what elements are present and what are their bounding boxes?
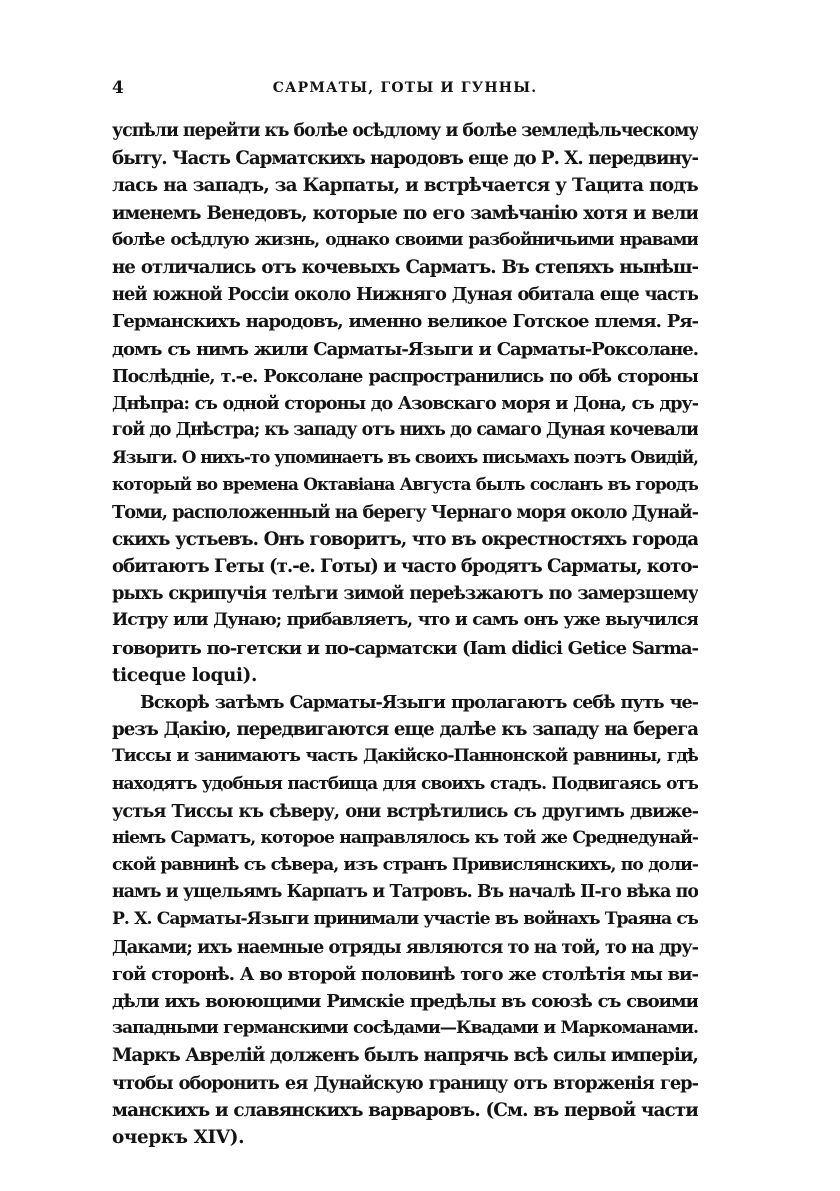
text-line: обитаютъ Геты (т.-е. Готы) и часто бродятъ Сарматы, кото- (112, 556, 698, 577)
text-line: Языги. О нихъ-то упоминаетъ въ своихъ письмахъ поэтъ Овидій, (112, 447, 698, 468)
text-line: резъ Дакію, передвигаются еще далѣе къ западу на берега (112, 719, 698, 741)
text-line: не отличались отъ кочевыхъ Сарматъ. Въ степяхъ нынѣш- (112, 256, 698, 278)
text-line: который во времена Октавіана Августа былъ сосланъ въ городъ (112, 474, 698, 495)
page-number: 4 (112, 78, 124, 98)
text-line: Днѣпра: съ одной стороны до Азовскаго моря и Дона, съ дру- (112, 392, 698, 414)
text-line: ской равнинѣ съ сѣвера, изъ странъ Привислянскихъ, по доли- (112, 855, 698, 876)
text-line: Истру или Дунаю; прибавляетъ, что и самъ онъ уже выучился (112, 610, 698, 631)
text-line: скихъ устьевъ. Онъ говоритъ, что въ окрестностяхъ города (112, 528, 698, 550)
text-line: очеркъ XIV). (112, 1126, 245, 1148)
text-line: успѣли перейти къ болѣе осѣдлому и болѣе земледѣльческому (112, 121, 698, 141)
text-line: дѣли ихъ воюющими Римскіе предѣлы въ союзѣ съ своими (112, 991, 698, 1012)
page-header (112, 78, 698, 102)
text-line: ніемъ Сарматъ, которое направлялось къ той же Среднедунай- (112, 827, 698, 848)
text-line: лась на западъ, за Карпаты, и встрѣчается у Тацита подъ (112, 175, 698, 197)
paragraph (112, 118, 698, 689)
text-line: находятъ удобныя пастбища для своихъ стадъ. Подвигаясь отъ (112, 773, 698, 794)
text-line: устья Тиссы къ сѣверу, они встрѣтились съ другимъ движе- (112, 800, 698, 822)
text-line: Р. X. Сарматы-Языги принимали участіе въ войнахъ Траяна съ (112, 909, 698, 930)
paragraph (112, 689, 698, 1151)
text-line: Тиссы и занимаютъ часть Дакійско-Паннонской равнины, гдѣ (112, 746, 698, 767)
text-line: рыхъ скрипучія телѣги зимой переѣзжаютъ по замерзшему (112, 583, 698, 605)
text-line: болѣе осѣдлую жизнь, однако своими разбойничьими нравами (112, 229, 698, 250)
text-line: Германскихъ народовъ, именно великое Готское племя. Ря- (112, 311, 698, 333)
text-line: гой до Днѣстра; къ западу отъ нихъ до самаго Дуная кочевали (112, 420, 698, 441)
text-line: говорить по-гетски и по-сарматски (Iam didici Getice Sarma- (112, 637, 698, 659)
text-line: западными германскими сосѣдами—Квадами и Маркоманами. (112, 1018, 698, 1039)
running-title: САРМАТЫ, ГОТЫ И ГУННЫ. (272, 80, 538, 96)
text-line: Даками; ихъ наемные отряды являются то на той, то на дру- (112, 936, 698, 958)
text-line: Томи, расположенный на берегу Чернаго моря около Дунай- (112, 501, 698, 523)
body-text (112, 118, 698, 1151)
text-line: именемъ Венедовъ, которые по его замѣчанію хотя и вели (112, 202, 698, 224)
text-line: намъ и ущельямъ Карпатъ и Татровъ. Въ началѣ II-го вѣка по (112, 882, 698, 903)
text-line: Маркъ Аврелій долженъ былъ напрячь всѣ силы имперіи, (112, 1045, 698, 1067)
text-line: быту. Часть Сарматскихъ народовъ еще до Р. X. передвину- (112, 148, 698, 170)
text-line: ней южной Россіи около Нижняго Дуная обитала еще часть (112, 284, 698, 306)
text-line: ticeque loqui). (112, 664, 258, 686)
text-line: гой сторонѣ. А во второй половинѣ того же столѣтія мы ви- (112, 963, 698, 985)
text-line: домъ съ нимъ жили Сарматы-Языги и Сарматы-Роксолане. (112, 338, 698, 360)
text-line: Вскорѣ затѣмъ Сарматы-Языги пролагаютъ себѣ путь че- (140, 691, 698, 713)
text-line: чтобы оборонить ея Дунайскую границу отъ вторженія гер- (112, 1072, 698, 1094)
text-line: Послѣдніе, т.-е. Роксолане распространились по обѣ стороны (112, 365, 698, 387)
text-line: манскихъ и славянскихъ варваровъ. (См. въ первой части (112, 1099, 698, 1121)
